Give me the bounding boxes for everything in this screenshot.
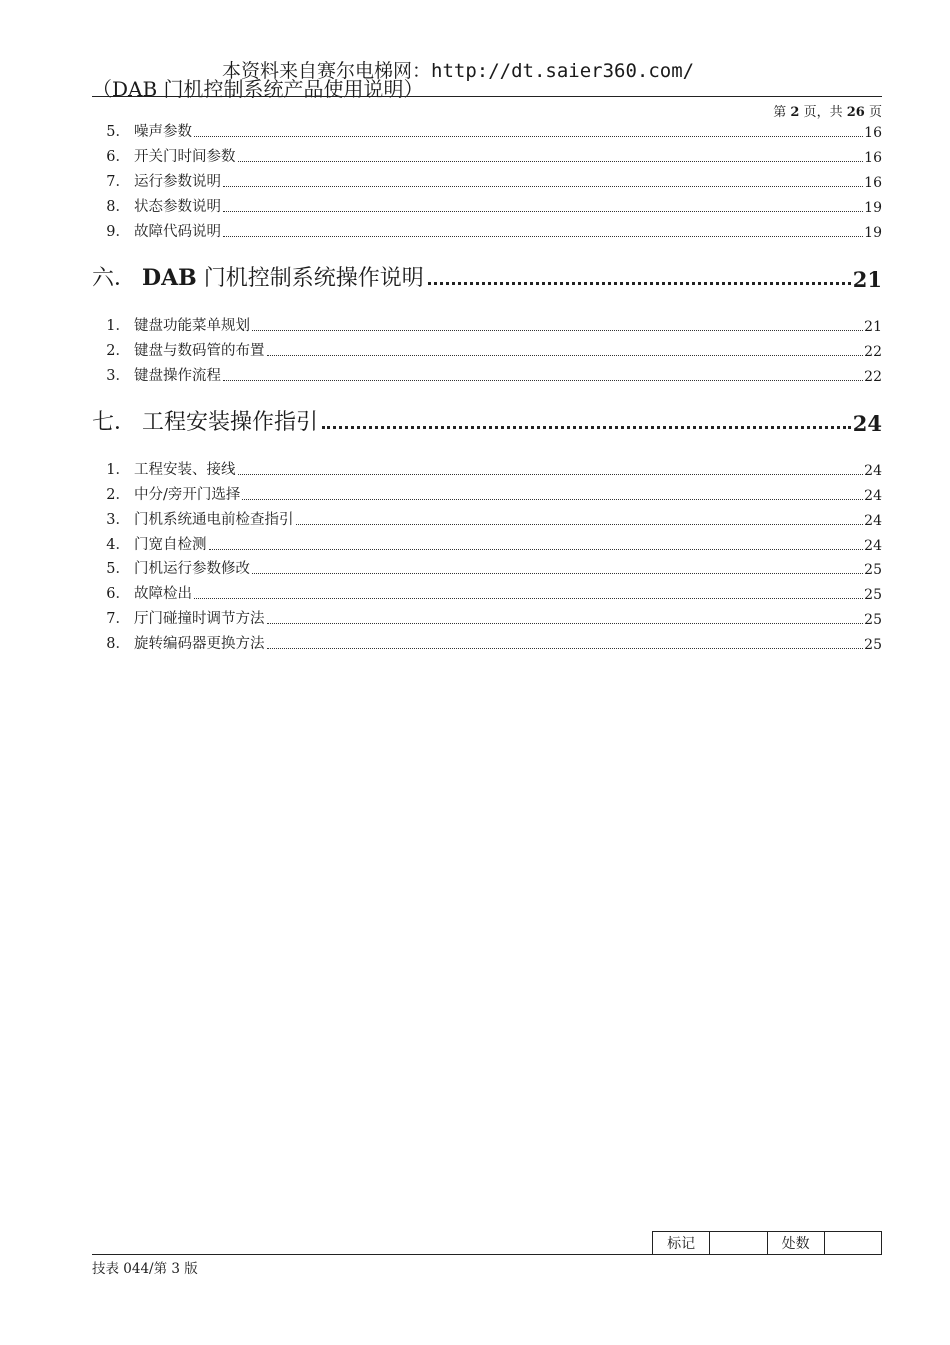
toc-entry-title: 故障检出	[134, 586, 192, 602]
toc-entry-page: 19	[864, 200, 882, 216]
toc-entry-page: 21	[864, 319, 882, 335]
toc-entry-number: 6．	[106, 586, 130, 602]
toc-entry[interactable]	[92, 221, 882, 241]
section-page: 21	[852, 267, 882, 292]
toc-entry-title: 中分/旁开门选择	[134, 487, 241, 503]
section-title: 工程安装操作指引	[142, 410, 319, 435]
toc-leader	[242, 499, 863, 500]
toc-leader	[322, 426, 851, 429]
page-label-post: 页	[868, 105, 882, 120]
source-note: 本资料来自赛尔电梯网：http://dt.saier360.com/	[222, 60, 695, 82]
toc-leader	[428, 282, 851, 285]
section-title-text: 门机控制系统操作说明	[196, 266, 424, 291]
toc-entry[interactable]	[92, 633, 882, 653]
toc-entry-title: 噪声参数	[134, 124, 192, 140]
toc-leader	[252, 573, 863, 574]
toc-entry[interactable]	[92, 171, 882, 191]
toc-entry[interactable]	[92, 315, 882, 335]
toc-entry-number: 8．	[106, 199, 130, 215]
toc-entry-page: 25	[864, 562, 882, 578]
toc-entry-title: 门机运行参数修改	[134, 561, 250, 577]
toc-entry-number: 4．	[106, 537, 130, 553]
toc-entry-number: 3．	[106, 368, 130, 384]
toc-entry-page: 24	[864, 513, 882, 529]
revision-box	[652, 1231, 882, 1255]
toc-entry-page: 24	[864, 463, 882, 479]
toc-leader	[238, 161, 864, 162]
toc-entry-page: 16	[864, 125, 882, 141]
header-rule	[92, 96, 882, 97]
toc-leader	[267, 355, 864, 356]
toc-entry[interactable]	[92, 509, 882, 529]
document-title: （DAB 门机控制系统产品使用说明）	[92, 77, 424, 101]
toc-leader	[223, 380, 863, 381]
mark-label: 标记	[653, 1232, 710, 1254]
toc-section-7[interactable]	[92, 406, 882, 436]
toc-leader	[194, 598, 863, 599]
toc-entry-page: 25	[864, 612, 882, 628]
toc-entry-number: 1．	[106, 318, 130, 334]
toc-entry-title: 故障代码说明	[134, 224, 221, 240]
count-label: 处数	[768, 1232, 825, 1254]
toc-entry-page: 25	[864, 637, 882, 653]
toc-entry[interactable]	[92, 583, 882, 603]
toc-entry[interactable]	[92, 608, 882, 628]
page-total: 26	[846, 105, 865, 120]
mark-value	[710, 1232, 767, 1254]
section-number: 七．	[92, 410, 137, 435]
toc-entry-number: 3．	[106, 512, 130, 528]
toc-entry-title: 运行参数说明	[134, 174, 221, 190]
page-label-mid: 页，共	[803, 105, 843, 120]
toc-leader	[194, 136, 863, 137]
toc-entry[interactable]	[92, 146, 882, 166]
toc-leader	[238, 474, 864, 475]
toc-entry[interactable]	[92, 484, 882, 504]
toc-entry[interactable]	[92, 121, 882, 141]
toc-entry-title: 状态参数说明	[134, 199, 221, 215]
toc-entry-title: 门宽自检测	[134, 537, 207, 553]
toc-entry-title: 开关门时间参数	[134, 149, 236, 165]
toc-entry-number: 2．	[106, 343, 130, 359]
toc-entry-title: 键盘功能菜单规划	[134, 318, 250, 334]
toc-entry-title: 键盘与数码管的布置	[134, 343, 265, 359]
toc-entry[interactable]	[92, 459, 882, 479]
toc-leader	[223, 186, 863, 187]
toc-entry-page: 16	[864, 175, 882, 191]
toc-entry-number: 7．	[106, 174, 130, 190]
page-current: 2	[790, 105, 800, 120]
toc-section-6[interactable]	[92, 262, 882, 292]
toc-leader	[296, 524, 864, 525]
toc-entry-page: 24	[864, 488, 882, 504]
toc-entry-number: 9．	[106, 224, 130, 240]
toc-entry-page: 22	[864, 344, 882, 360]
toc-entry-title: 厅门碰撞时调节方法	[134, 611, 265, 627]
count-value	[825, 1232, 881, 1254]
toc-leader	[267, 648, 864, 649]
toc-entry-number: 6．	[106, 149, 130, 165]
toc-entry-number: 7．	[106, 611, 130, 627]
toc-entry[interactable]	[92, 196, 882, 216]
toc-entry-page: 16	[864, 150, 882, 166]
toc-entry-title: 键盘操作流程	[134, 368, 221, 384]
section-title	[142, 261, 424, 292]
toc-leader	[223, 211, 863, 212]
toc-leader	[252, 330, 863, 331]
toc-leader	[267, 623, 864, 624]
toc-entry-page: 22	[864, 369, 882, 385]
toc-entry[interactable]	[92, 558, 882, 578]
section-number: 六．	[92, 266, 137, 291]
toc-entry-page: 19	[864, 225, 882, 241]
form-code: 技表 044/第 3 版	[92, 1261, 198, 1277]
toc-leader	[223, 236, 863, 237]
page-counter	[773, 101, 882, 120]
footer-rule	[92, 1254, 882, 1255]
toc-entry-number: 8．	[106, 636, 130, 652]
toc-entry-page: 25	[864, 587, 882, 603]
toc-entry-title: 工程安装、接线	[134, 462, 236, 478]
toc-entry[interactable]	[92, 340, 882, 360]
toc-entry-number: 5．	[106, 124, 130, 140]
section-title-bold: DAB	[142, 265, 197, 291]
toc-entry-title: 门机系统通电前检查指引	[134, 512, 294, 528]
toc-entry-title: 旋转编码器更换方法	[134, 636, 265, 652]
toc-entry-page: 24	[864, 538, 882, 554]
section-page: 24	[852, 411, 882, 436]
toc-entry-number: 2．	[106, 487, 130, 503]
toc-entry[interactable]	[92, 365, 882, 385]
page-label-pre: 第	[773, 105, 787, 120]
toc-leader	[209, 549, 864, 550]
toc-entry-number: 1．	[106, 462, 130, 478]
toc-entry[interactable]	[92, 534, 882, 554]
toc-entry-number: 5．	[106, 561, 130, 577]
